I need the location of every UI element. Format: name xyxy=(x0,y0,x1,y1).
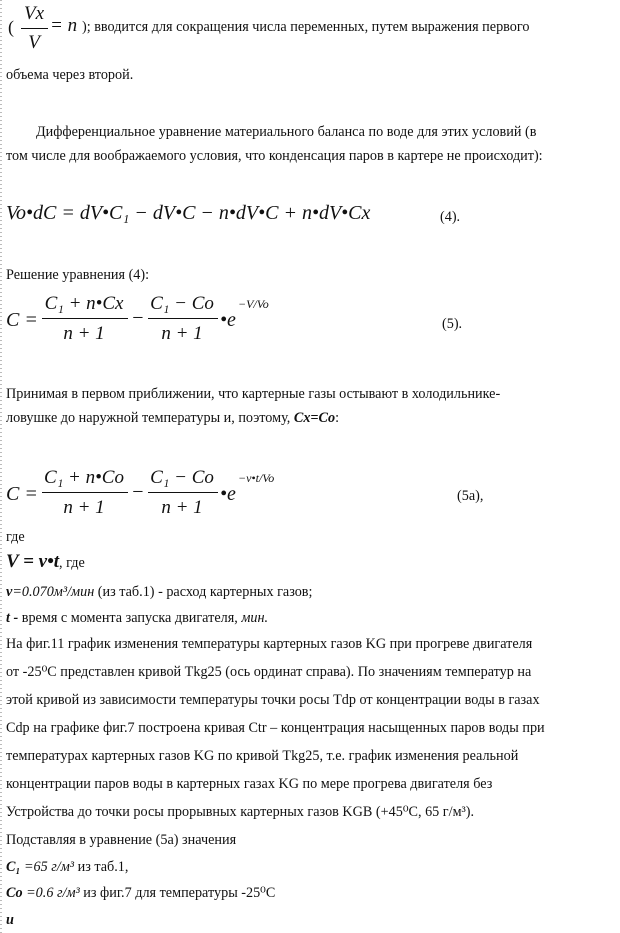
para2-line2-text: ловушке до наружной температуры и, поэтому, xyxy=(6,410,294,426)
equation-4: Vo•dC = dV•C₁ − dV•C − n•dV•C + n•dV•Cx xyxy=(6,202,371,224)
body-line: Устройства до точки росы прорывных картерных газов KGB (+45⁰C, 65 г/м³). xyxy=(6,804,475,820)
eq5a-minus: − xyxy=(131,481,145,503)
v-rate-value: =0.070м³/мин xyxy=(12,584,95,600)
t-symbol: t - xyxy=(6,610,19,626)
eq5-exp-base: •e xyxy=(220,309,236,331)
left-margin-dots xyxy=(0,0,2,933)
substitution-line: Подставляя в уравнение (5а) значения xyxy=(6,832,237,848)
body-line: от -25⁰C представлен кривой Tkg25 (ось ординат справа). По значениям температур на xyxy=(6,664,532,680)
top-text-line1: ); вводится для сокращения числа переменных, путем выражения первого xyxy=(82,19,530,35)
open-paren: ( xyxy=(8,17,14,37)
co-value: =0.6 г/м³ xyxy=(22,885,80,901)
eq5-frac1-num: C₁ + n•Cx xyxy=(44,293,124,314)
c1-line xyxy=(6,860,128,874)
para2-line2-colon: : xyxy=(335,410,340,426)
para1-line2: том числе для воображаемого условия, что конденсация паров в картере не происходит): xyxy=(6,148,543,164)
t-def-unit: мин. xyxy=(241,610,269,626)
eq5a-frac2-den: n + 1 xyxy=(161,497,203,518)
c1-value: =65 г/м³ xyxy=(20,859,75,875)
co-line xyxy=(6,886,275,900)
equation-5-number: (5). xyxy=(442,316,463,332)
body-line: концентрации паров воды в картерных газах KG по мере прогрева двигателя без xyxy=(6,776,493,792)
body-line: На фиг.11 график изменения температуры картерных газов KG при прогреве двигателя xyxy=(6,636,533,652)
eq5-minus: − xyxy=(131,307,145,329)
top-text-line2: объема через второй. xyxy=(6,67,134,83)
eq5a-exponent: −v•t/Vo xyxy=(238,471,275,485)
solution-label: Решение уравнения (4): xyxy=(6,267,150,283)
para2-line1: Принимая в первом приближении, что картерные газы остывают в холодильнике- xyxy=(6,386,501,402)
c1-rest: из таб.1, xyxy=(74,859,129,875)
equation-4-number: (4). xyxy=(440,209,461,225)
eq5a-lhs: C = xyxy=(6,483,38,505)
eq5a-frac2-bar xyxy=(148,492,218,493)
co-rest: из фиг.7 для температуры -25⁰C xyxy=(79,885,276,901)
eq5a-frac1-num: C₁ + n•Co xyxy=(44,467,124,488)
para1-line1: Дифференциальное уравнение материального баланса по воде для этих условий (в xyxy=(36,124,537,140)
t-def-rest: время с момента запуска двигателя, xyxy=(18,610,242,626)
para2-line2 xyxy=(6,411,339,425)
v-definition-suffix: , где xyxy=(59,555,85,571)
eq5-frac1-den: n + 1 xyxy=(63,323,105,344)
v-denominator: V xyxy=(28,32,40,53)
equals-n: = n xyxy=(50,15,78,36)
eq5-frac1-bar xyxy=(42,318,128,319)
eq5a-frac2-num: C₁ − Co xyxy=(150,467,214,488)
where-label: где xyxy=(6,529,25,545)
eq5-lhs: C = xyxy=(6,309,38,331)
eq5-frac2-num: C₁ − Co xyxy=(150,293,214,314)
eq5-frac2-bar xyxy=(148,318,218,319)
eq5a-frac1-den: n + 1 xyxy=(63,497,105,518)
c1-symbol: C₁ xyxy=(6,859,21,875)
t-def-line xyxy=(6,611,268,625)
v-rate-symbol: v xyxy=(6,584,13,600)
and-word: и xyxy=(6,912,14,928)
cx-equals-co: Cx=Co xyxy=(293,410,336,426)
equation-5a-number: (5a), xyxy=(457,488,484,504)
eq5a-frac1-bar xyxy=(42,492,128,493)
eq5-frac2-den: n + 1 xyxy=(161,323,203,344)
v-rate-line xyxy=(6,585,312,599)
body-line: Cdp на графике фиг.7 построена кривая Ctr – концентрация насыщенных паров воды при xyxy=(6,720,545,736)
eq5-exponent: −V/Vo xyxy=(238,297,269,311)
body-line: этой кривой из зависимости температуры точки росы Tdp от концентрации воды в газах xyxy=(6,692,540,708)
vx-numerator: Vx xyxy=(23,3,45,24)
eq5a-exp-base: •e xyxy=(220,483,236,505)
vx-fraction-bar xyxy=(21,28,48,29)
co-symbol: Co xyxy=(6,885,23,901)
v-definition xyxy=(6,552,85,571)
v-rate-rest: (из таб.1) - расход картерных газов; xyxy=(94,584,313,600)
v-formula: V = v•t xyxy=(6,551,60,572)
body-line: температурах картерных газов KG по кривой Tkg25, т.е. график изменения реальной xyxy=(6,748,519,764)
